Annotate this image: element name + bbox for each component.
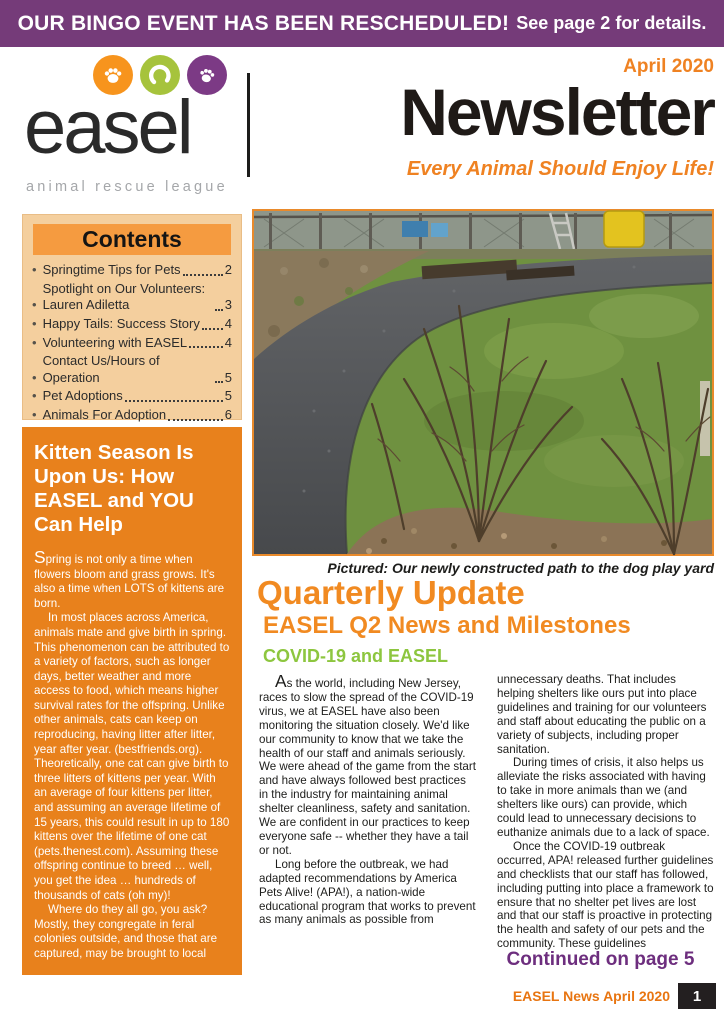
toc-item-label: Volunteering with EASEL: [42, 334, 188, 350]
toc-item-label: Pet Adoptions: [42, 388, 123, 404]
toc-item: [32, 407, 232, 424]
toc-item: [32, 316, 232, 333]
issue-date: April 2020: [623, 56, 714, 77]
toc-item-page: 5: [224, 369, 232, 385]
logo-wordmark: easel: [24, 85, 191, 170]
photo-dog-play-yard-path: [252, 209, 714, 556]
bullet-icon: •: [32, 388, 37, 404]
bullet-icon: •: [32, 297, 37, 313]
article-paragraph: unnecessary deaths. That includes helping shelters like ours put into place guidelines and training for our volunteers and staff about educating the public on a variety of subjects, including proper sanitation.: [497, 673, 707, 756]
article-paragraph: Long before the outbreak, we had adapted recommendations by America Pets Alive! (APA!), a nation-wide educational program that works to prevent as many animals as possible from: [259, 857, 476, 927]
toc-leader-dots: [215, 309, 223, 311]
toc-list: [32, 262, 232, 442]
kitten-paragraph: Where do they all go, you ask? Mostly, they congregate in feral colonies outside, and those that are captured, may be brought to local: [34, 903, 218, 960]
masthead: [274, 56, 714, 181]
toc-leader-dots: [189, 346, 223, 348]
article-headline: EASEL Q2 News and Milestones: [263, 612, 631, 639]
toc-leader-dots: [215, 381, 223, 383]
toc-item-page: 6: [224, 407, 232, 422]
toc-item-label: Happy Tails: Success Story: [42, 315, 200, 331]
toc-item-page: 3: [224, 297, 232, 313]
footer: [513, 983, 716, 1009]
toc-item: [32, 262, 232, 279]
newsletter-title: Newsletter: [400, 75, 714, 149]
blue-bin: [431, 223, 448, 237]
logo-tagline: animal rescue league: [26, 179, 228, 195]
toc-leader-dots: [168, 419, 223, 421]
toc-item: [32, 335, 232, 352]
banner-detail: See page 2 for details.: [516, 13, 707, 33]
toc-item-page: 4: [224, 334, 232, 350]
bullet-icon: •: [32, 369, 37, 385]
toc-leader-dots: [183, 274, 223, 276]
photo-illustration: [254, 211, 712, 554]
toc-item-label: Spotlight on Our Volunteers: Lauren Adiletta: [42, 280, 206, 313]
page-number-box: 1: [678, 983, 716, 1009]
article-paragraph: Once the COVID-19 outbreak occurred, APA! released further guidelines and checklists that our staff has followed, including putting into place a framework to ensure that no shelter pet lives are lost and that our staff is proactive in protecting the health and safety of our pets and the community. These guidelines: [497, 839, 714, 951]
bullet-icon: •: [32, 262, 37, 277]
kitten-season-article: [22, 427, 242, 991]
cat-paw-icon: [187, 55, 227, 95]
toc-leader-dots: [202, 328, 223, 330]
footer-issue-label: EASEL News April 2020: [512, 988, 670, 1004]
contents-title: Contents: [33, 224, 231, 255]
article-kicker: Quarterly Update: [257, 574, 525, 611]
toc-item-label: Animals For Adoption: [42, 407, 167, 422]
yellow-barrel: [604, 211, 644, 247]
kitten-article-title: Kitten Season Is Upon Us: How EASEL and YOU Can Help: [34, 441, 194, 536]
toc-item-label: Springtime Tips for Pets: [42, 262, 181, 277]
toc-item: [32, 281, 232, 314]
bullet-icon: •: [32, 315, 37, 331]
toc-item: [32, 353, 232, 386]
fence: [254, 211, 712, 251]
contents-box: [22, 214, 242, 420]
toc-item: [32, 388, 232, 405]
toc-item-page: 2: [224, 262, 232, 277]
kitten-paragraph: In most places across America, animals mate and give birth in spring. This phenomenon can be attributed to a variety of factors, such as longer days, better weather and more access to food, which means higher survival rates for the offspring. Unlike other animals, cats can keep on reproducing, having litter after litter, year after year. (bestfriends.org). Theoretically, one cat can give birth to three litters of kittens per year. With an average of four kittens per litter, and assuming an average lifetime of 15 years, this could result in up to 180 kittens over the lifetime of one cat (pets.thenest.com). Assuming these offspring continue to breed … well, you get the idea … hundreds of thousands of cats (oh my)!: [34, 611, 230, 902]
column-left: [259, 673, 476, 951]
continued-on-page-5: Continued on page 5: [506, 949, 695, 970]
toc-item-page: 4: [224, 315, 232, 331]
continued-on-page-7: Continued on page 7: [61, 971, 230, 991]
article-paragraph: During times of crisis, it also helps us alleviate the risks associated with having to take in more animals than we (and shelters like ours) can provide, which could lead to unnecessary decisions to euthanize animals due to a lack of space.: [497, 756, 710, 839]
bullet-icon: •: [32, 334, 37, 350]
column-right: [497, 673, 714, 951]
kitten-paragraph: Spring is not only a time when flowers bloom and grass grows. It's also a time when LOTS of kittens are born.: [34, 546, 225, 610]
toc-leader-dots: [125, 400, 223, 402]
toc-item-label: Contact Us/Hours of Operation: [42, 353, 160, 385]
article-columns: [259, 673, 714, 951]
banner: [0, 0, 724, 47]
slogan: Every Animal Should Enjoy Life!: [406, 157, 714, 180]
article-paragraph: As the world, including New Jersey, races to slow the spread of the COVID-19 virus, we at EASEL have also been monitoring the situation closely. We'd like our community to know that we take the health of our staff and animals seriously. We were ahead of the game from the start and have always followed best practices in the industry for maintaining animal shelter cleanliness, safety and sanitation. We are confident in our practices to keep everyone safe -- whether they have a tail or not.: [259, 671, 476, 857]
blue-bin: [402, 221, 428, 237]
logo-divider: [247, 73, 250, 177]
toc-item-page: 5: [224, 388, 232, 404]
photo-caption: Pictured: Our newly constructed path to the dog play yard: [327, 560, 714, 576]
bullet-icon: •: [32, 407, 37, 422]
covid-section-heading: COVID-19 and EASEL: [263, 646, 449, 666]
banner-headline: OUR BINGO EVENT HAS BEEN RESCHEDULED!: [17, 11, 510, 35]
